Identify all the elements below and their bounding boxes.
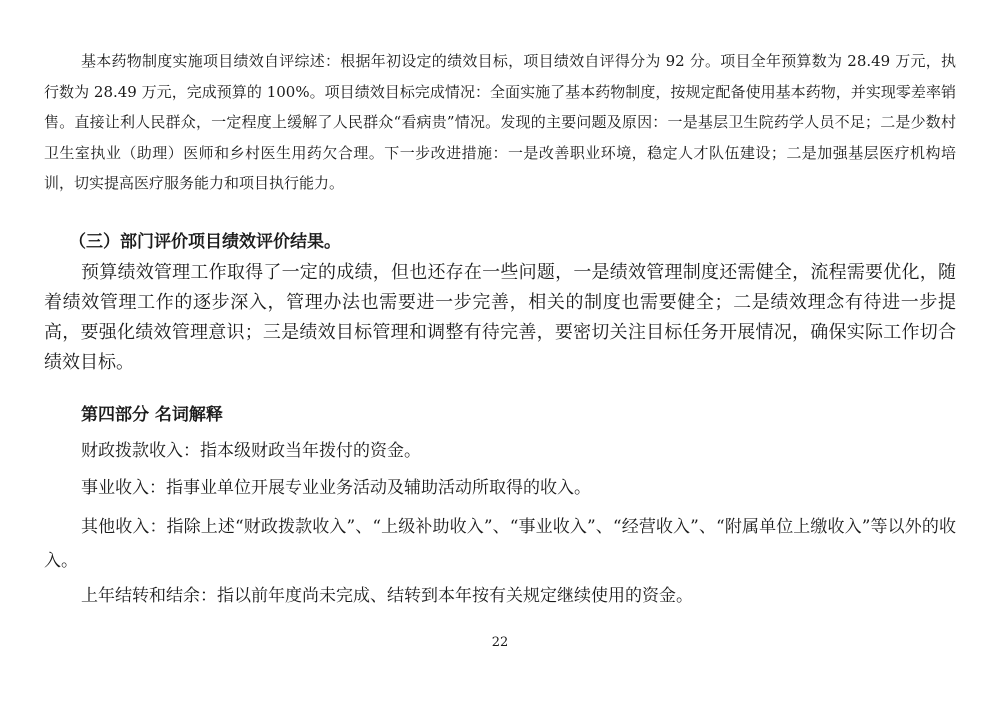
paragraph-project-self-evaluation: 基本药物制度实施项目绩效自评综述：根据年初设定的绩效目标，项目绩效自评得分为 92 分。项目全年预算数为 28.49 万元，执行数为 28.49 万元，完成预算的 100%。项目绩效目标完成情况：全面实施了基本药物制度，按规定配备使用基本药物，并实现零差率销售。直接让利人民群众，一定程度上缓解了人民群众“看病贵”情况。发现的主要问题及原因：一是基层卫生院药学人员不足；二是少数村卫生室执业（助理）医师和乡村医生用药欠合理。下一步改进措施：一是改善职业环境，稳定人才队伍建设；二是加强基层医疗机构培训，切实提高医疗服务能力和项目执行能力。 — [44, 52, 956, 192]
glossary-item-business-income: 事业收入：指事业单位开展专业业务活动及辅助活动所取得的收入。 — [81, 478, 591, 498]
glossary-item-fiscal-appropriation: 财政拨款收入：指本级财政当年拨付的资金。 — [81, 441, 421, 461]
glossary-item-other-income: 其他收入：指除上述“财政拨款收入”、“上级补助收入”、“事业收入”、“经营收入”、“附属单位上缴收入”等以外的收入。 — [44, 517, 956, 571]
paragraph-performance-management: 预算绩效管理工作取得了一定的成绩，但也还存在一些问题，一是绩效管理制度还需健全，流程需要优化，随着绩效管理工作的逐步深入，管理办法也需要进一步完善，相关的制度也需要健全；二是绩效理念有待进一步提高，要强化绩效管理意识；三是绩效目标管理和调整有待完善，要密切关注目标任务开展情况，确保实际工作切合绩效目标。 — [44, 262, 956, 373]
glossary-item-carryover-balance: 上年结转和结余：指以前年度尚未完成、结转到本年按有关规定继续使用的资金。 — [81, 586, 693, 606]
page-number: 22 — [491, 635, 509, 650]
part-heading-glossary: 第四部分 名词解释 — [81, 405, 223, 425]
section-heading-department-evaluation: （三）部门评价项目绩效评价结果。 — [69, 232, 341, 252]
